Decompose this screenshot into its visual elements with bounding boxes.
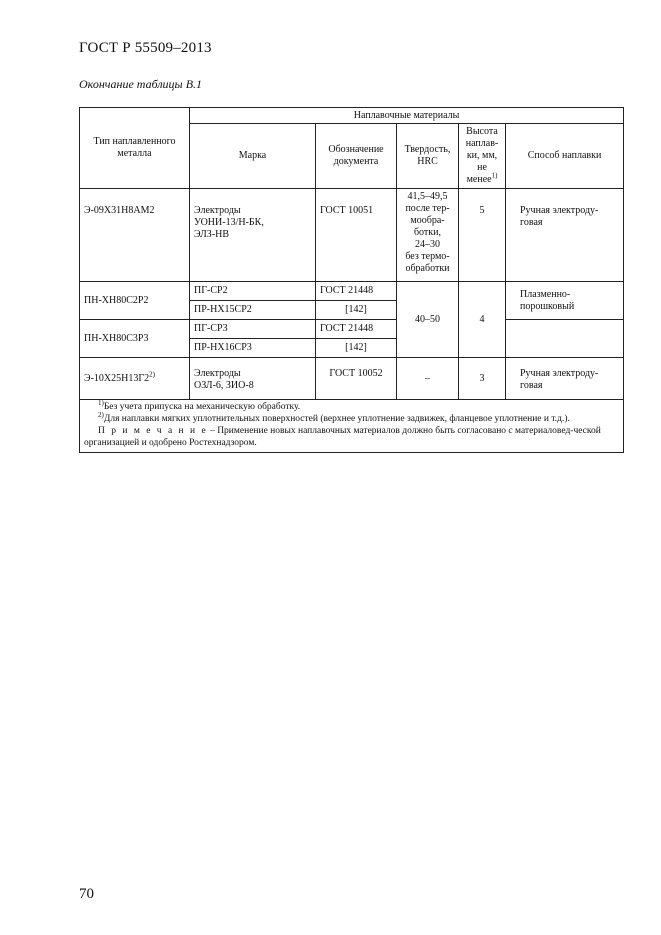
row3-doc-b: [142] — [316, 339, 397, 358]
row3-mark-a: ПГ-СР3 — [190, 320, 316, 339]
table-notes — [80, 400, 624, 453]
table-note-text: – Применение новых наплавочных материалов должно быть согласовано с материаловед-ческой организацией и одобрено Ростехнадзором. — [84, 425, 601, 448]
row1-doc: ГОСТ 10051 — [316, 189, 397, 282]
row2-doc-a: ГОСТ 21448 — [316, 282, 397, 301]
document-header: ГОСТ Р 55509–2013 — [79, 40, 212, 56]
header-method: Способ наплавки — [506, 124, 624, 189]
header-type — [80, 108, 190, 189]
row4-hardness: – — [397, 358, 459, 400]
row2-mark-a: ПГ-СР2 — [190, 282, 316, 301]
row4-method: Ручная электроду- говая — [506, 358, 624, 400]
row3-mark-b: ПР-НХ16СР3 — [190, 339, 316, 358]
row1-method: Ручная электроду- говая — [506, 189, 624, 282]
header-height — [459, 124, 506, 189]
page-number: 70 — [79, 886, 94, 902]
row1-height: 5 — [459, 189, 506, 282]
header-height-footnote-mark: 1) — [491, 171, 498, 180]
materials-table — [79, 107, 624, 453]
row1-type: Э-09Х31Н8АМ2 — [80, 189, 190, 282]
table-note — [84, 426, 619, 450]
row4-type-footnote-mark: 2) — [149, 370, 155, 379]
header-mark: Марка — [190, 124, 316, 189]
row4-doc: ГОСТ 10052 — [316, 358, 397, 400]
row2-mark-b: ПР-НХ15СР2 — [190, 301, 316, 320]
header-doc: Обозначение документа — [316, 124, 397, 189]
footnote-1-mark: 1) — [98, 399, 104, 407]
rows23-method: Плазменно- порошковый — [506, 282, 624, 320]
footnote-2-text: Для наплавки мягких уплотнительных поверхностей (верхнее уплотнение задвижек, фланцевое уплотнение и т.д.). — [103, 413, 570, 424]
footnote-2-mark: 2) — [98, 410, 104, 419]
rows23-height: 4 — [459, 282, 506, 358]
row4-height: 3 — [459, 358, 506, 400]
footnote-1-text: Без учета припуска на механическую обработку. — [103, 402, 301, 412]
header-group: Наплавочные материалы — [190, 108, 624, 124]
row4-type — [80, 358, 190, 400]
row4-type-label: Э-10Х25Н13Г2 — [84, 372, 150, 384]
footnote-2 — [84, 410, 619, 426]
table-note-label: П р и м е ч а н и е — [98, 425, 208, 436]
table-caption: Окончание таблицы В.1 — [79, 77, 203, 91]
header-height-label: Высота наплав-ки, мм, не менее — [465, 126, 499, 185]
row2-type: ПН-ХН80С2Р2 — [80, 282, 190, 320]
row3-method-empty — [506, 320, 624, 358]
row2-doc-b: [142] — [316, 301, 397, 320]
row1-mark: Электроды УОНИ-13/Н-БК, ЭЛЗ-НВ — [190, 189, 316, 282]
rows23-hardness: 40–50 — [397, 282, 459, 358]
footnote-1 — [84, 399, 619, 414]
header-type-label: Тип наплавленного металла — [93, 136, 176, 159]
row4-mark: Электроды ОЗЛ-6, ЗИО-8 — [190, 358, 316, 400]
row1-hardness: 41,5–49,5 после тер- мообра- ботки, 24–30 без термо- обработки — [397, 189, 459, 282]
header-hardness: Твердость, HRC — [397, 124, 459, 189]
row3-doc-a: ГОСТ 21448 — [316, 320, 397, 339]
row3-type: ПН-ХН80С3Р3 — [80, 320, 190, 358]
